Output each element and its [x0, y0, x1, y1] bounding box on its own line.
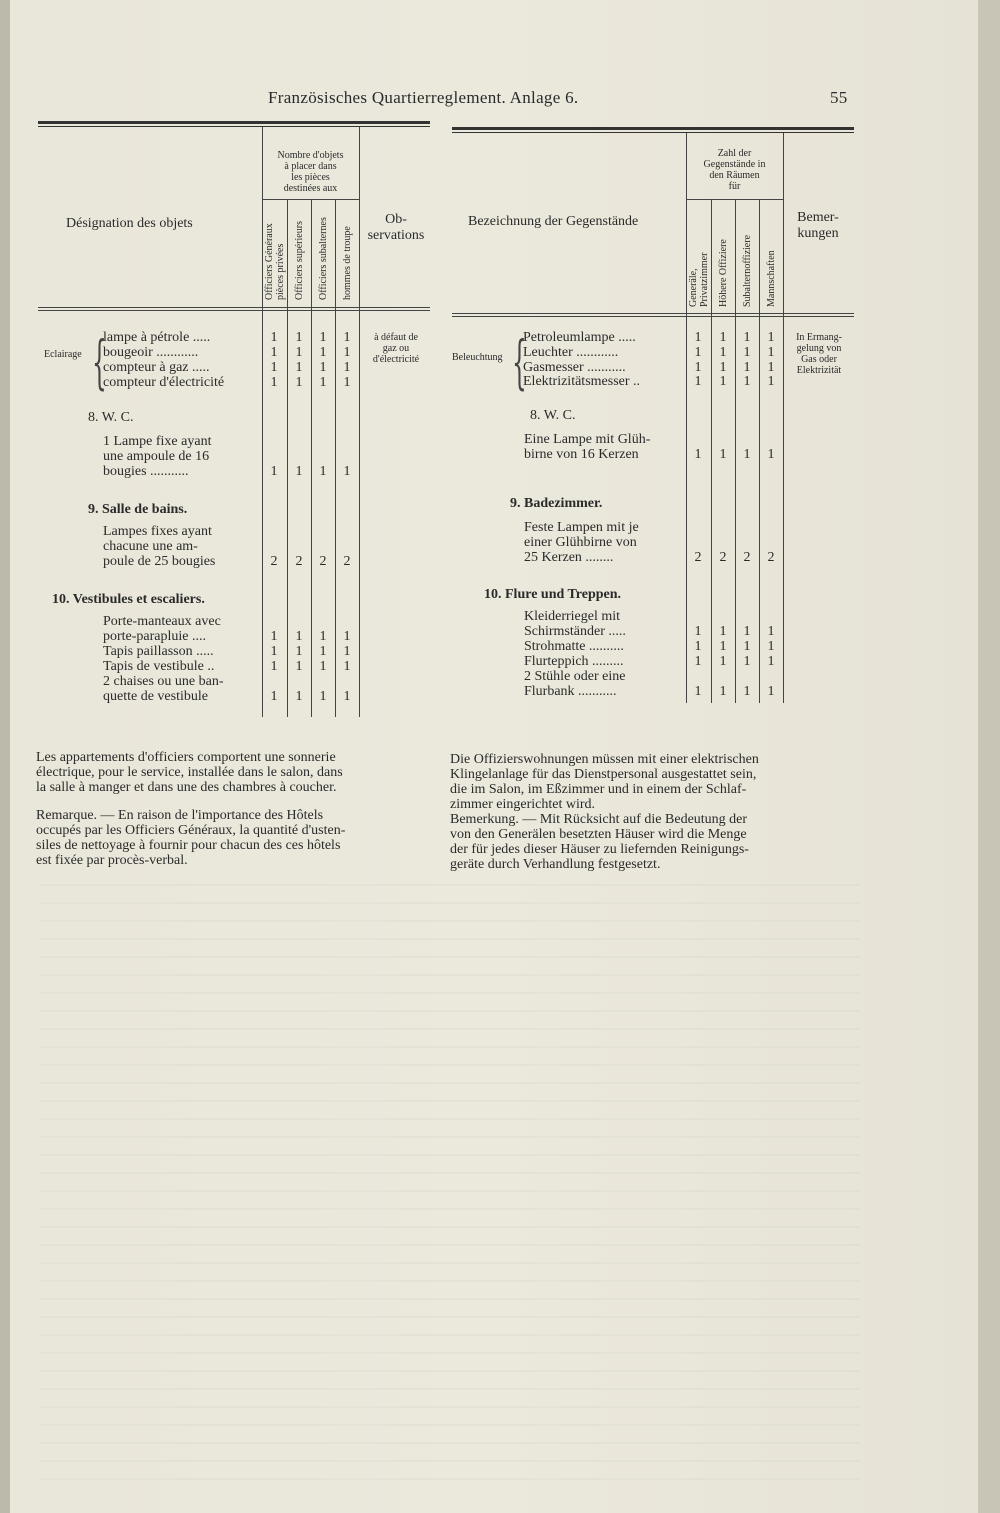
row-lampe-petrole: lampe à pétrole ..... — [103, 330, 211, 345]
bleed-through — [40, 880, 860, 1480]
col-head-superieurs: Officiers supérieurs — [294, 221, 305, 300]
running-title: Französisches Quartierreglement. Anlage 6. — [268, 88, 579, 107]
flur-item-stuehle: 2 Stühle oder eine Flurbank ........... — [524, 669, 626, 699]
bemerkung-note: In Ermang- gelung von Gas oder Elektrizität — [796, 332, 842, 376]
col-head-generaele: Generäle, Privatzimmer — [688, 252, 710, 307]
wc-value: 1 — [343, 464, 351, 479]
note-klingelanlage: Die Offizierswohnungen müssen mit einer elektrischen Klingelanlage für das Dienstpersonal ausgestattet sein, die im Salon, im Eßzimmer und in einem der Schlaf- zimmer eingerichtet wird. Bemerkung. — Mit Rücksicht auf die Bedeutung der von den Generälen besetzten Häuser wird die Menge der für jedes dieser Häuser zu liefernden Reinigungs- geräte durch Verhandlung festgesetzt. — [450, 752, 759, 872]
bad-item: Feste Lampen mit je einer Glühbirne von 25 Kerzen ........ — [524, 520, 639, 565]
col-head-troupe: hommes de troupe — [342, 226, 353, 300]
wc-value-de: 1 — [743, 447, 751, 462]
section-flure: 10. Flure und Treppen. — [484, 587, 622, 602]
bad-value: 2 — [767, 550, 775, 565]
page-number: 55 — [830, 88, 848, 107]
bains-item: Lampes fixes ayant chacune une am- poule de 25 bougies — [103, 524, 216, 569]
section-wc-de: 8. W. C. — [530, 408, 576, 423]
wc-value: 1 — [270, 464, 278, 479]
wc-item-de: Eine Lampe mit Glüh- birne von 16 Kerzen — [524, 432, 651, 462]
brace: { — [512, 328, 527, 396]
vest-item-porte-manteaux: Porte-manteaux avec porte-parapluie .... — [103, 614, 221, 644]
note-sonnerie: Les appartements d'officiers comportent une sonnerie électrique, pour le service, installée dans le salon, dans la salle à manger et dans une des chambres à coucher. — [36, 750, 343, 795]
col-head-mannschaften: Mannschaften — [766, 250, 777, 307]
vest-item-chaises: 2 chaises ou une ban- quette de vestibule — [103, 674, 224, 704]
col-head-subaltern: Subalternoffiziere — [742, 234, 753, 307]
row-bougeoir: bougeoir ............ — [103, 345, 199, 360]
wc-value: 1 — [295, 464, 303, 479]
scan-right-edge — [978, 0, 1000, 1513]
bains-value: 2 — [270, 554, 278, 569]
section-wc: 8. W. C. — [88, 410, 134, 425]
bad-value: 2 — [694, 550, 702, 565]
group-header: Nombre d'objets à placer dans les pièces destinées aux — [277, 150, 344, 194]
eclairage-label: Eclairage — [44, 349, 82, 360]
bains-value: 2 — [343, 554, 351, 569]
col-head-hoehere: Höhere Offiziere — [718, 239, 729, 307]
bains-value: 2 — [295, 554, 303, 569]
row-compteur-electricite: compteur d'électricité — [103, 375, 225, 390]
flur-item-strohmatte: Strohmatte .......... — [524, 639, 624, 654]
col-bezeichnung: Bezeichnung der Gegenstände — [468, 214, 639, 229]
wc-value: 1 — [319, 464, 327, 479]
section-badezimmer: 9. Badezimmer. — [510, 496, 603, 511]
flur-item-kleiderriegel: Kleiderriegel mit Schirmständer ..... — [524, 609, 626, 639]
beleuchtung-label: Beleuchtung — [452, 352, 503, 363]
col-head-subalternes: Officiers subalternes — [318, 217, 329, 300]
observation-note: à défaut de gaz ou d'électricité — [372, 332, 420, 365]
col-designation: Désignation des objets — [66, 216, 193, 231]
col-bemerkungen: Bemer- kungen — [797, 210, 839, 241]
col-observations: Ob- servations — [367, 212, 425, 243]
flur-item-flurteppich: Flurteppich ......... — [524, 654, 624, 669]
wc-item: 1 Lampe fixe ayant une ampoule de 16 bougies ........... — [103, 434, 212, 479]
vest-item-tapis-vestibule: Tapis de vestibule .. — [103, 659, 215, 674]
row-elektrizitaetsmesser: Elektrizitätsmesser .. — [523, 374, 641, 389]
bad-value: 2 — [719, 550, 727, 565]
scan-left-edge — [0, 0, 10, 1513]
bains-value: 2 — [319, 554, 327, 569]
row-compteur-gaz: compteur à gaz ..... — [103, 360, 210, 375]
col-head-generaux: Officiers Généraux pièces privées — [264, 223, 286, 300]
brace: { — [92, 328, 107, 396]
group-header-de: Zahl der Gegenstände in den Räumen für — [703, 148, 766, 192]
section-vestibules: 10. Vestibules et escaliers. — [52, 592, 205, 607]
row-leuchter: Leuchter ............ — [523, 345, 619, 360]
bad-value: 2 — [743, 550, 751, 565]
vest-item-tapis-paillasson: Tapis paillasson ..... — [103, 644, 214, 659]
row-petroleumlampe: Petroleumlampe ..... — [523, 330, 636, 345]
wc-value-de: 1 — [694, 447, 702, 462]
wc-value-de: 1 — [767, 447, 775, 462]
wc-value-de: 1 — [719, 447, 727, 462]
row-gasmesser: Gasmesser ........... — [523, 360, 626, 375]
section-salle-de-bains: 9. Salle de bains. — [88, 502, 188, 517]
note-remarque: Remarque. — En raison de l'importance des Hôtels occupés par les Officiers Généraux, la quantité d'usten- siles de nettoyage à fournir pour chacun des ces hôtels est fixée par procès-verbal. — [36, 808, 346, 868]
